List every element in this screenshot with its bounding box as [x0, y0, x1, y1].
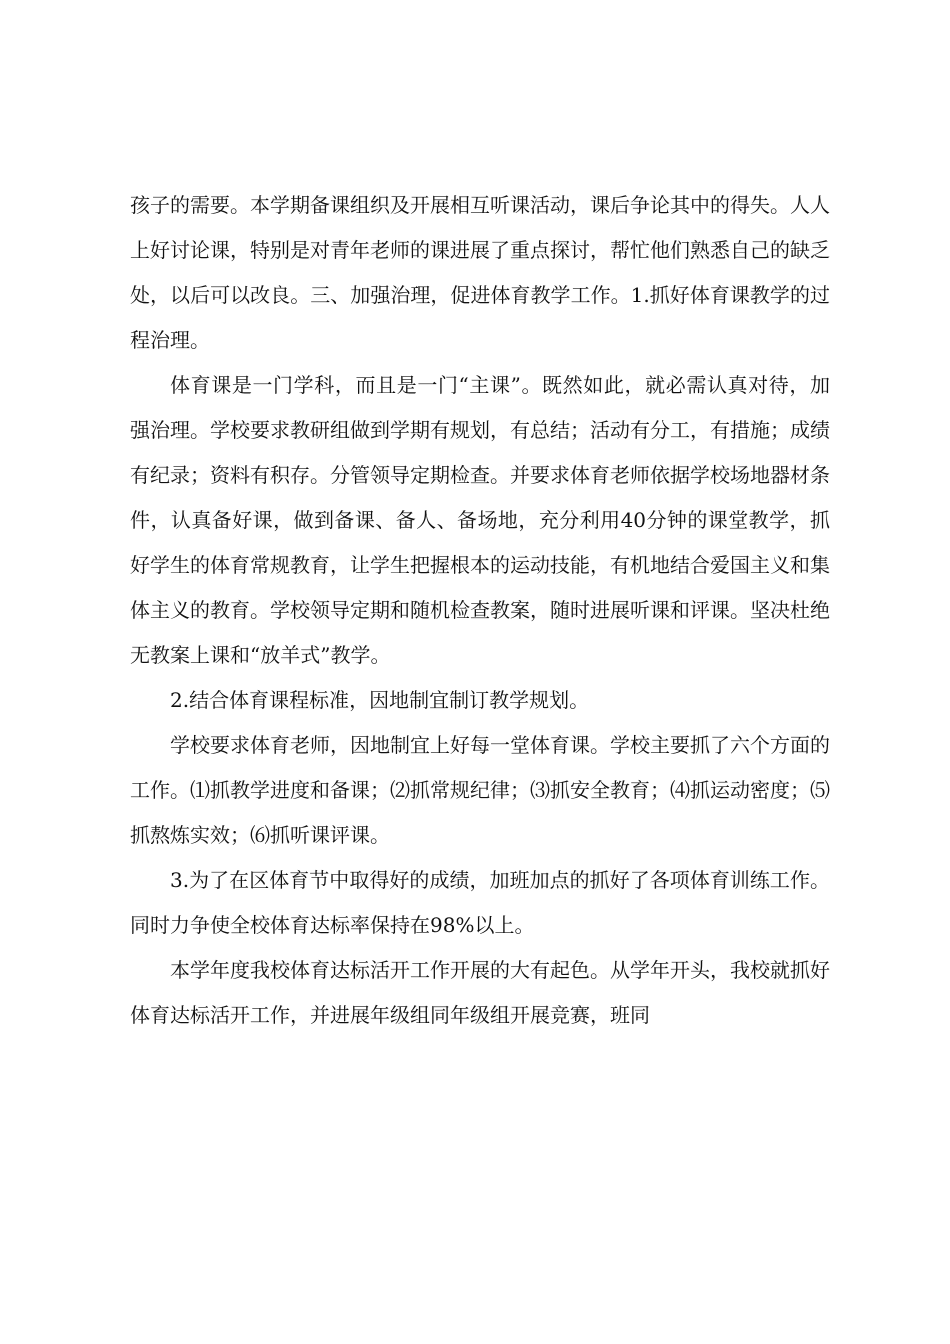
paragraph: 本学年度我校体育达标活开工作开展的大有起色。从学年开头，我校就抓好体育达标活开工作，并进展年级组同年级组开展竞赛，班同	[130, 958, 830, 1027]
paragraph: 2.结合体育课程标准，因地制宜制订教学规划。	[170, 688, 590, 712]
paragraph: 学校要求体育老师，因地制宜上好每一堂体育课。学校主要抓了六个方面的工作。⑴抓教学进度和备课；⑵抓常规纪律；⑶抓安全教育；⑷抓运动密度；⑸抓熬炼实效；⑹抓听课评课。	[130, 733, 830, 847]
paragraph: 孩子的需要。本学期备课组织及开展相互听课活动，课后争论其中的得失。人人上好讨论课，特别是对青年老师的课进展了重点探讨，帮忙他们熟悉自己的缺乏处，以后可以改良。三、加强治理，促进体育教学工作。1.抓好体育课教学的过程治理。	[130, 193, 830, 352]
paragraph: 体育课是一门学科，而且是一门“主课”。既然如此，就必需认真对待，加强治理。学校要求教研组做到学期有规划，有总结；活动有分工，有措施；成绩有纪录；资料有积存。分管领导定期检查。并要求体育老师依据学校场地器材条件，认真备好课，做到备课、备人、备场地，充分利用40分钟的课堂教学，抓好学生的体育常规教育，让学生把握根本的运动技能，有机地结合爱国主义和集体主义的教育。学校领导定期和随机检查教案，随时进展听课和评课。坚决杜绝无教案上课和“放羊式”教学。	[130, 373, 830, 667]
document-body	[130, 183, 830, 1038]
paragraph: 3.为了在区体育节中取得好的成绩，加班加点的抓好了各项体育训练工作。同时力争使全校体育达标率保持在98%以上。	[130, 868, 830, 937]
